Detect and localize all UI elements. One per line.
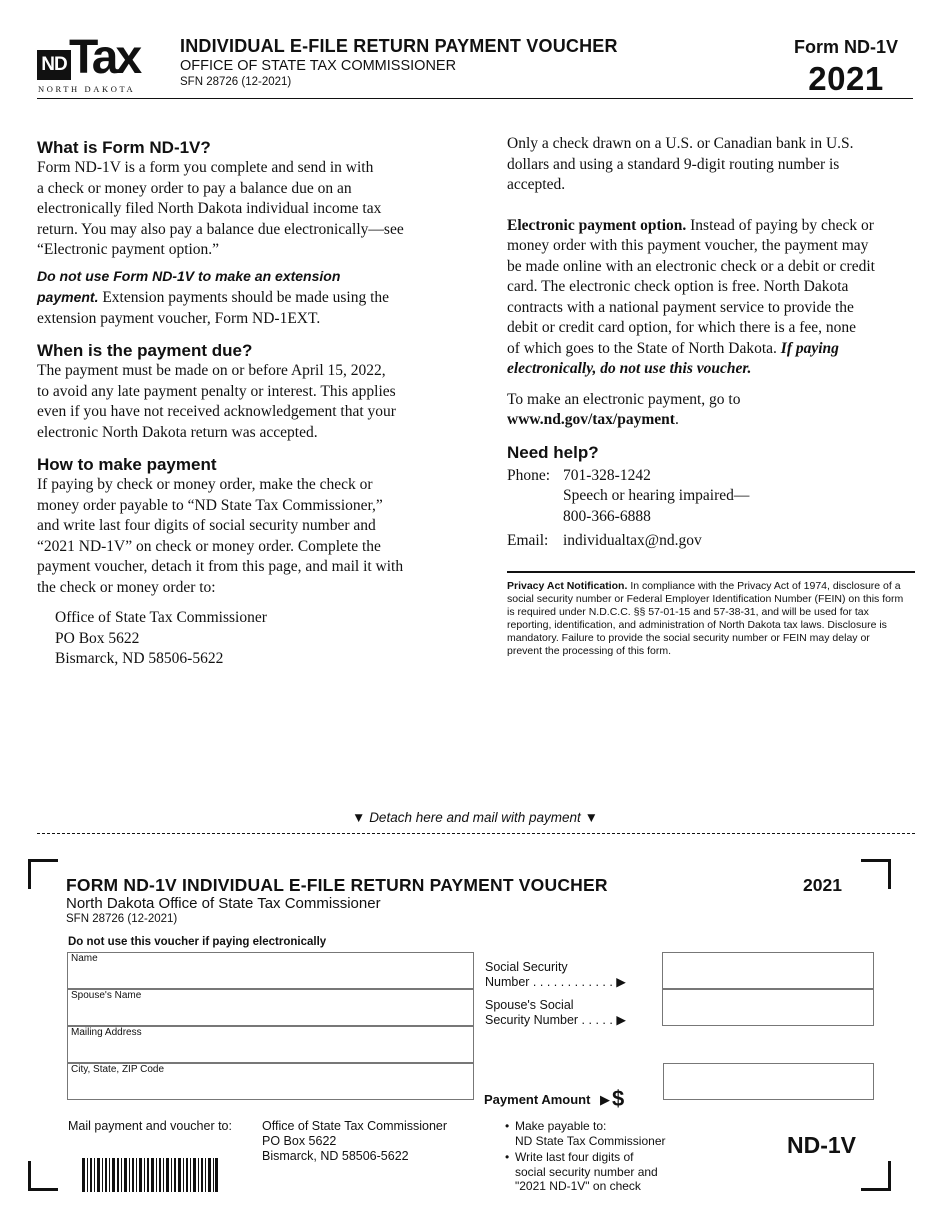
privacy-text: In compliance with the Privacy Act of 1974, disclosure of a social security number or Federal Employer Identification Number (FEIN) on this form is required under N.D.C.C. §§ 57-01-15 and 57-38-31, and will be used for tax reporting, identification, and administration of North Dakota tax laws. Disclosure is mandatory. Failure to provide the social security number or FEIN may delay or prevent the processing of this form. — [507, 580, 904, 657]
text-line: Form ND-1V is a form you complete and send in with — [37, 159, 374, 176]
text-line: to avoid any late payment penalty or interest. This applies — [37, 382, 396, 400]
address-line: Bismarck, ND 58506-5622 — [55, 650, 224, 667]
instruction-line: Make payable to: — [515, 1119, 607, 1133]
arrow-right-icon: ▶ — [616, 1013, 626, 1027]
voucher-title: FORM ND-1V INDIVIDUAL E-FILE RETURN PAYMENT VOUCHER — [66, 875, 608, 895]
privacy-heading: Privacy Act Notification. — [507, 580, 628, 592]
text-line: be made online with an electronic check or a debit or credit — [507, 257, 875, 275]
address-line: Office of State Tax Commissioner — [55, 609, 267, 626]
address-line: PO Box 5622 — [262, 1134, 337, 1148]
what-paragraph — [37, 158, 447, 261]
right-column — [507, 134, 917, 552]
text-line: electronic North Dakota return was accepted. — [37, 423, 318, 441]
when-heading: When is the payment due? — [37, 341, 253, 360]
text-line: “Electronic payment option.” — [37, 241, 220, 258]
crop-mark-top-left — [28, 859, 58, 889]
spouse-ssn-label-line: Spouse's Social — [485, 998, 574, 1012]
ssn-field[interactable] — [662, 952, 874, 989]
text-line: contracts with a national payment service to provide the — [507, 298, 854, 316]
speech-impaired-label: Speech or hearing impaired— — [563, 487, 750, 504]
warning-text: Extension payments should be made using the — [98, 289, 390, 306]
logo-state: NORTH DAKOTA — [38, 84, 136, 94]
text-line: If paying by check or money order, make the check or — [37, 476, 373, 493]
text-line: money order payable to “ND State Tax Commissioner,” — [37, 496, 383, 514]
list-item — [505, 1119, 666, 1148]
text-line: a check or money order to pay a balance due on an — [37, 179, 352, 197]
crop-mark-bottom-right — [861, 1161, 891, 1191]
epay-link-paragraph — [507, 390, 917, 431]
form-number: Form ND-1V — [793, 37, 898, 57]
nd-tax-logo — [37, 31, 155, 96]
tty-number: 800-366-6888 — [563, 507, 651, 525]
text-line: To make an electronic payment, go to — [507, 390, 741, 408]
epay-warning-2: electronically, do not use this voucher. — [507, 360, 752, 377]
phone-number: 701-328-1242 — [563, 466, 651, 484]
down-arrow-icon: ▼ — [352, 810, 366, 825]
detach-cut-line — [37, 833, 915, 834]
sfn-number: SFN 28726 (12-2021) — [180, 76, 292, 88]
address-line: Office of State Tax Commissioner — [262, 1119, 448, 1133]
crop-mark-bottom-left — [28, 1161, 58, 1191]
payment-url-link[interactable]: www.nd.gov/tax/payment — [507, 411, 675, 428]
text-line: electronically filed North Dakota individual income tax — [37, 200, 382, 217]
text-line: of which goes to the State of North Dakota. — [507, 339, 781, 357]
when-paragraph — [37, 361, 447, 443]
barcode-icon — [82, 1158, 218, 1192]
warning-text-2: extension payment voucher, Form ND-1EXT. — [37, 309, 321, 327]
spouse-name-field[interactable] — [67, 989, 474, 1026]
crop-mark-top-right — [861, 859, 891, 889]
ssn-label-line: Number . . . . . . . . . . . . — [485, 975, 613, 989]
name-label: Name — [71, 953, 98, 964]
check-paragraph — [507, 134, 917, 196]
instruction-line: "2021 ND-1V" on check — [515, 1179, 641, 1193]
email-address[interactable]: individualtax@nd.gov — [563, 532, 702, 549]
what-heading: What is Form ND-1V? — [37, 138, 211, 157]
name-field[interactable] — [67, 952, 474, 989]
text-line: debit or credit card option, for which there is a fee, none — [507, 319, 857, 336]
spouse-ssn-label — [485, 998, 626, 1028]
dollar-sign: $ — [612, 1086, 625, 1111]
text-line: and write last four digits of social security number and — [37, 517, 376, 534]
detach-instruction — [0, 810, 950, 825]
list-item — [505, 1150, 666, 1194]
text-line: even if you have not received acknowledgement that your — [37, 403, 396, 420]
text-line: the check or money order to: — [37, 578, 216, 596]
text-line: “2021 ND-1V” on check or money order. Complete the — [37, 537, 381, 555]
epay-warning: If paying — [780, 339, 839, 357]
mailing-address — [55, 608, 447, 670]
voucher-warning: Do not use this voucher if paying electronically — [68, 936, 327, 948]
header-divider — [37, 98, 913, 99]
phone-label: Phone: — [507, 466, 551, 484]
spouse-name-label: Spouse's Name — [71, 990, 142, 1001]
arrow-right-icon: ▶ — [600, 1092, 611, 1107]
text-line: . — [674, 411, 679, 428]
warning-bold-2: payment. — [37, 289, 99, 305]
epay-paragraph — [507, 216, 917, 380]
logo-nd-box: ND — [37, 50, 71, 80]
email-label: Email: — [507, 532, 549, 549]
payment-instructions — [505, 1119, 666, 1196]
spouse-ssn-label-line: Security Number . . . . . — [485, 1013, 613, 1027]
left-column — [37, 137, 447, 670]
privacy-notice — [507, 580, 907, 658]
detach-text: Detach here and mail with payment — [369, 810, 581, 825]
down-arrow-icon: ▼ — [584, 810, 598, 825]
page-title: INDIVIDUAL E-FILE RETURN PAYMENT VOUCHER — [180, 36, 618, 56]
extension-warning — [37, 266, 447, 330]
address-line: Bismarck, ND 58506-5622 — [262, 1149, 409, 1163]
ssn-label — [485, 960, 626, 990]
office-name: OFFICE OF STATE TAX COMMISSIONER — [180, 58, 457, 74]
voucher-sfn: SFN 28726 (12-2021) — [66, 913, 178, 925]
form-year: 2021 — [808, 60, 884, 97]
arrow-right-icon: ▶ — [616, 975, 626, 989]
voucher-mail-address — [262, 1119, 447, 1164]
text-line: accepted. — [507, 176, 566, 193]
payment-amount-field[interactable] — [663, 1063, 874, 1100]
epay-heading: Electronic payment option. — [507, 216, 687, 234]
text-line: Instead of paying by check or — [686, 216, 874, 234]
mailing-address-label: Mailing Address — [71, 1027, 142, 1038]
text-line: payment voucher, detach it from this page, and mail it with — [37, 558, 404, 575]
text-line: dollars and using a standard 9-digit routing number is — [507, 155, 840, 173]
city-state-zip-field[interactable] — [67, 1063, 474, 1100]
text-line: return. You may also pay a balance due electronically—see — [37, 220, 404, 238]
warning-bold: Do not use Form ND-1V to make an extension — [37, 267, 341, 284]
text-line: money order with this payment voucher, the payment may — [507, 237, 869, 254]
instruction-line: social security number and — [515, 1164, 658, 1179]
help-heading: Need help? — [507, 442, 599, 462]
email-row — [507, 531, 917, 552]
how-paragraph — [37, 475, 447, 598]
phone-row — [507, 466, 917, 528]
voucher-year: 2021 — [803, 875, 842, 895]
ssn-label-line: Social Security — [485, 960, 568, 974]
city-state-zip-label: City, State, ZIP Code — [71, 1064, 165, 1075]
mail-to-label: Mail payment and voucher to: — [68, 1119, 232, 1133]
how-heading: How to make payment — [37, 455, 217, 474]
text-line: Only a check drawn on a U.S. or Canadian bank in U.S. — [507, 135, 854, 152]
voucher-office: North Dakota Office of State Tax Commissioner — [66, 895, 381, 912]
privacy-divider — [507, 571, 915, 573]
address-line: PO Box 5622 — [55, 629, 140, 647]
amount-label-text: Payment Amount — [484, 1092, 591, 1107]
contact-block — [507, 466, 917, 552]
bullet-icon: • — [505, 1119, 510, 1133]
text-line: The payment must be made on or before April 15, 2022, — [37, 362, 386, 379]
mailing-address-field[interactable] — [67, 1026, 474, 1063]
instruction-line: Write last four digits of — [515, 1150, 634, 1164]
text-line: card. The electronic check option is free. North Dakota — [507, 278, 849, 295]
logo-tax-word: Tax — [69, 31, 140, 84]
bullet-icon: • — [505, 1150, 510, 1164]
spouse-ssn-field[interactable] — [662, 989, 874, 1026]
payment-amount-label — [484, 1084, 624, 1110]
voucher-form-id: ND-1V — [787, 1132, 857, 1158]
instruction-line: ND State Tax Commissioner — [515, 1133, 666, 1148]
